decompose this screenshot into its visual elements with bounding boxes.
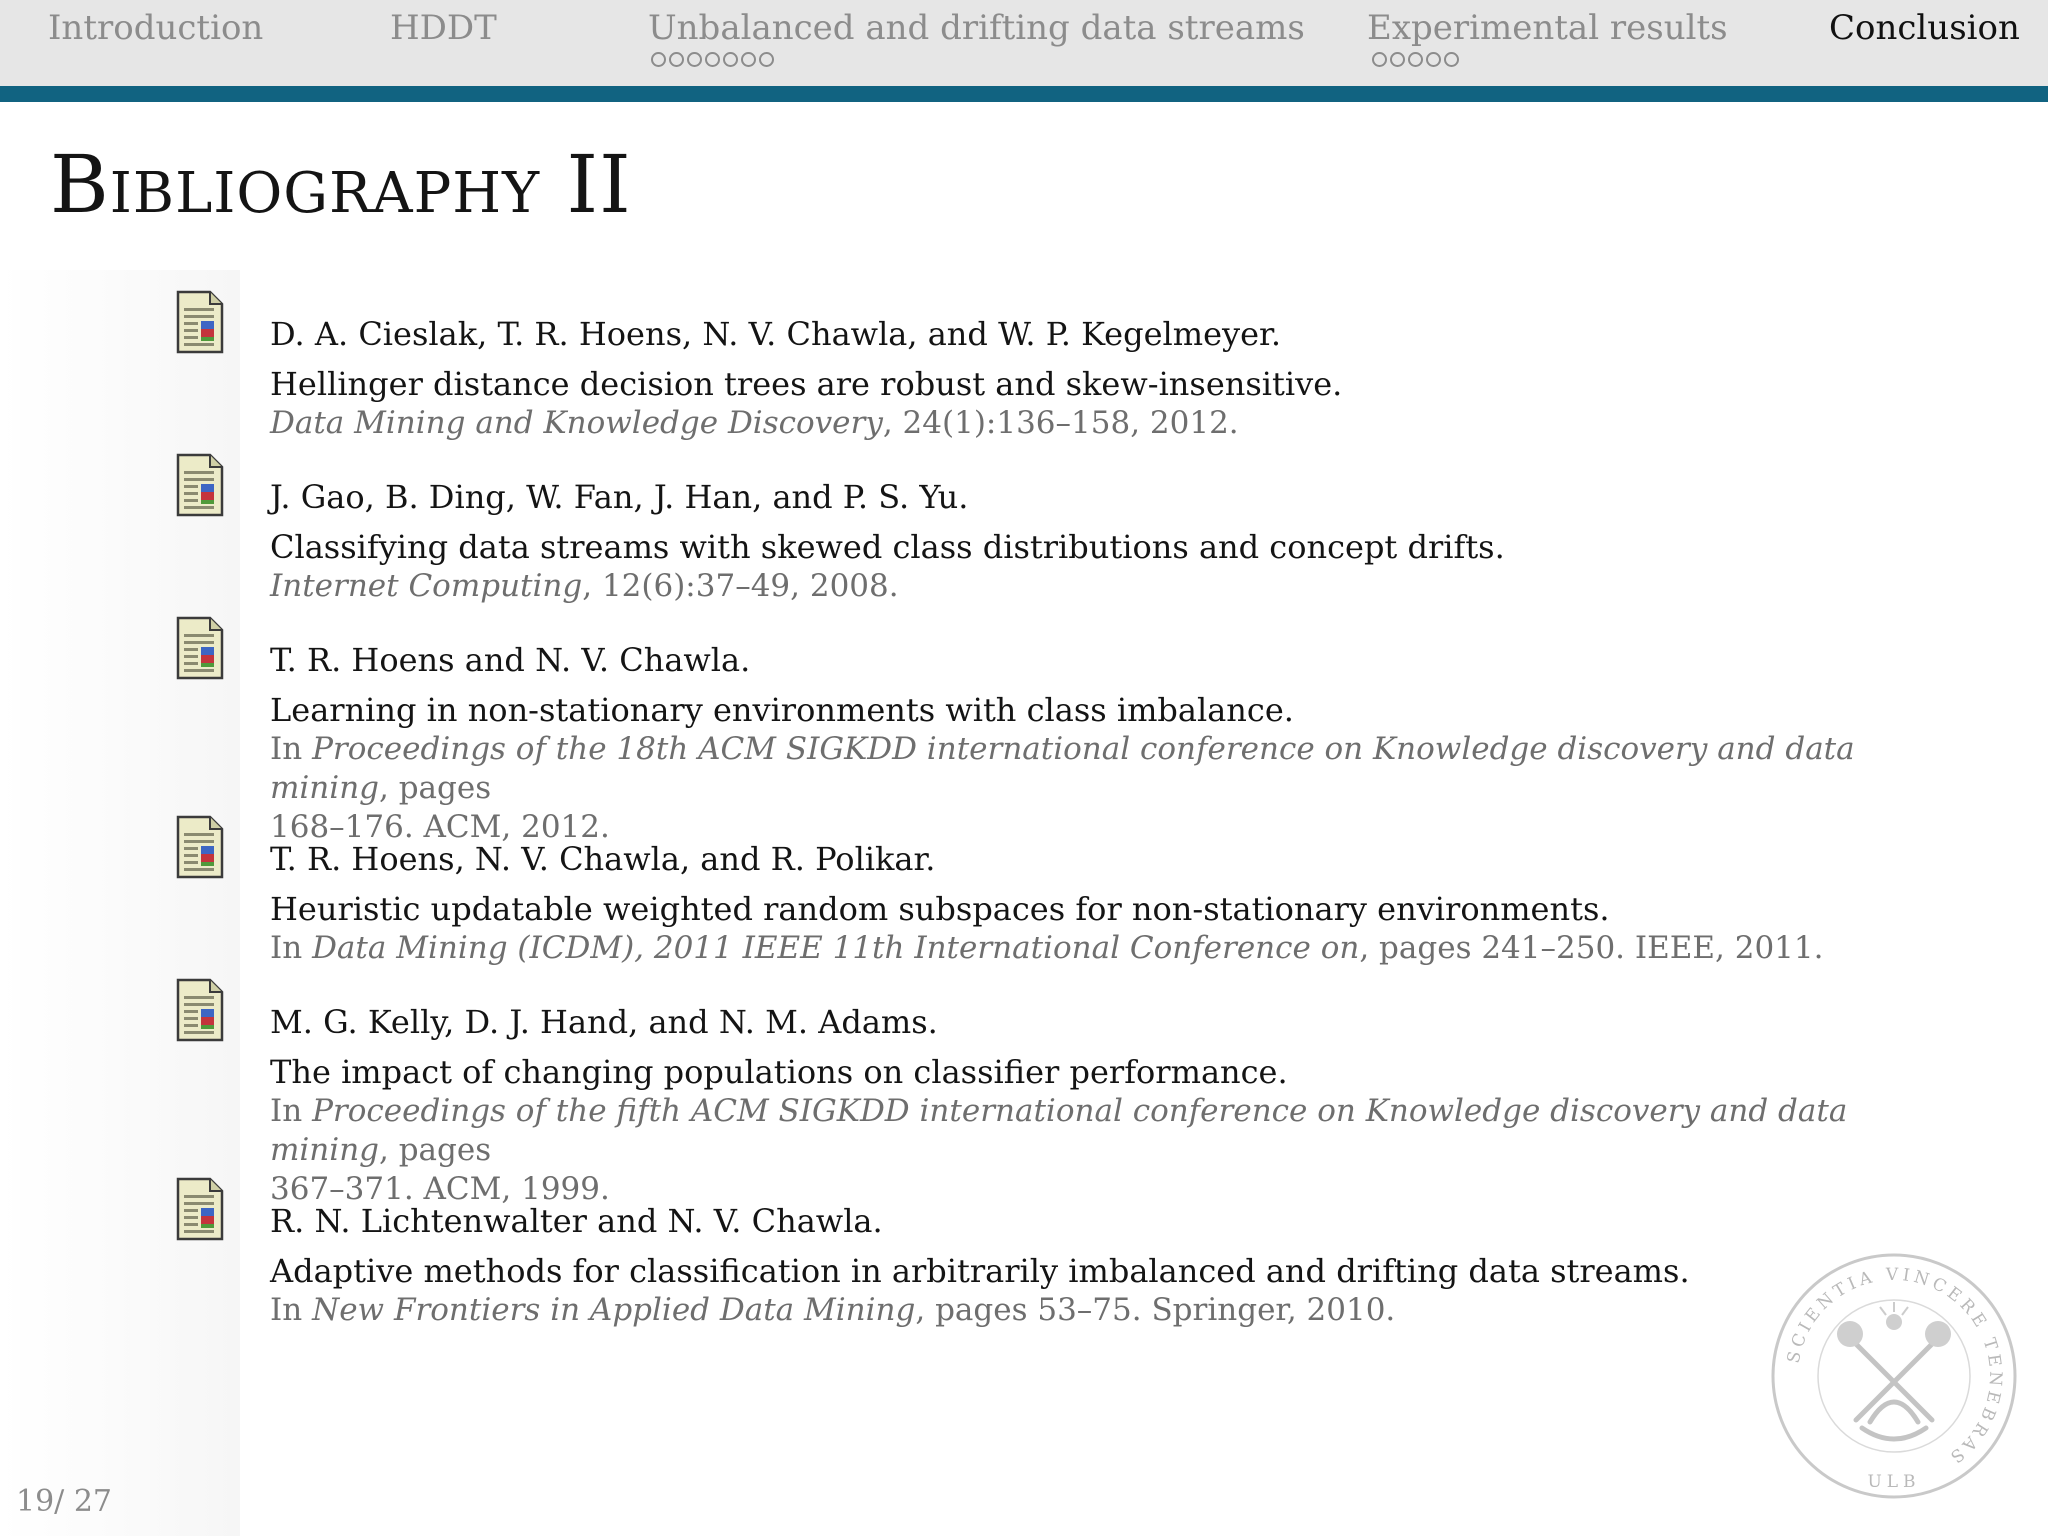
bib-venue: In Proceedings of the 18th ACM SIGKDD international conference on Knowledge discovery and data mining, pages <box>270 731 1855 806</box>
nav-section-hddt[interactable]: HDDT <box>390 8 497 48</box>
bib-venue-continuation: 168–176. ACM, 2012. <box>270 809 610 845</box>
nav-subsection-dots-unbalanced <box>651 52 774 72</box>
frame-title: Bibliography II <box>50 138 632 231</box>
nav-subsection-dot[interactable] <box>1408 52 1423 67</box>
nav-section-experimental-results[interactable]: Experimental results <box>1367 8 1728 48</box>
section-navigation-bar <box>0 0 2048 86</box>
nav-subsection-dot[interactable] <box>651 52 666 67</box>
article-icon <box>176 453 224 517</box>
bib-title: Heuristic updatable weighted random subspaces for non-stationary environments. <box>270 890 1610 928</box>
nav-subsection-dot[interactable] <box>705 52 720 67</box>
nav-subsection-dots-experimental <box>1372 52 1459 72</box>
svg-text:SCIENTIA VINCERE TENEBRAS: SCIENTIA VINCERE TENEBRAS <box>1783 1264 2006 1469</box>
bib-authors: D. A. Cieslak, T. R. Hoens, N. V. Chawla, and W. P. Kegelmeyer. <box>270 315 1281 353</box>
bib-venue-continuation: 367–371. ACM, 1999. <box>270 1171 610 1207</box>
nav-section-unbalanced-drifting[interactable]: Unbalanced and drifting data streams <box>648 8 1305 48</box>
nav-subsection-dot[interactable] <box>1426 52 1441 67</box>
article-icon <box>176 1177 224 1241</box>
article-icon <box>176 978 224 1042</box>
nav-section-conclusion[interactable]: Conclusion <box>1829 8 2020 48</box>
bib-venue: In New Frontiers in Applied Data Mining, pages 53–75. Springer, 2010. <box>270 1292 1396 1328</box>
svg-text:ULB: ULB <box>1867 1472 1921 1492</box>
bib-authors: R. N. Lichtenwalter and N. V. Chawla. <box>270 1202 883 1240</box>
nav-subsection-dot[interactable] <box>1372 52 1387 67</box>
nav-subsection-dot[interactable] <box>669 52 684 67</box>
nav-section-introduction[interactable]: Introduction <box>48 8 264 48</box>
article-icon <box>176 616 224 680</box>
ulb-seal-icon <box>1770 1252 2018 1500</box>
bib-venue: In Proceedings of the fifth ACM SIGKDD international conference on Knowledge discovery and data mining, pages <box>270 1093 1848 1168</box>
bib-authors: T. R. Hoens and N. V. Chawla. <box>270 641 751 679</box>
bib-title: Classifying data streams with skewed class distributions and concept drifts. <box>270 528 1505 566</box>
nav-subsection-dot[interactable] <box>741 52 756 67</box>
bib-title: Hellinger distance decision trees are robust and skew-insensitive. <box>270 365 1343 403</box>
article-icon <box>176 290 224 354</box>
bib-venue: Internet Computing, 12(6):37–49, 2008. <box>270 568 899 604</box>
bib-authors: T. R. Hoens, N. V. Chawla, and R. Polikar. <box>270 840 936 878</box>
nav-subsection-dot[interactable] <box>1390 52 1405 67</box>
bib-title: Learning in non-stationary environments with class imbalance. <box>270 691 1294 729</box>
nav-subsection-dot[interactable] <box>759 52 774 67</box>
nav-subsection-dot[interactable] <box>687 52 702 67</box>
bib-title: Adaptive methods for classification in arbitrarily imbalanced and drifting data streams. <box>270 1252 1690 1290</box>
bib-authors: J. Gao, B. Ding, W. Fan, J. Han, and P. S. Yu. <box>270 478 969 516</box>
bib-title: The impact of changing populations on classifier performance. <box>270 1053 1288 1091</box>
article-icon <box>176 815 224 879</box>
page-number: 19/ 27 <box>16 1484 112 1519</box>
nav-divider-rule <box>0 86 2048 102</box>
bib-authors: M. G. Kelly, D. J. Hand, and N. M. Adams. <box>270 1003 938 1041</box>
bib-venue: Data Mining and Knowledge Discovery, 24(1):136–158, 2012. <box>270 405 1239 441</box>
nav-subsection-dot[interactable] <box>1444 52 1459 67</box>
bib-venue: In Data Mining (ICDM), 2011 IEEE 11th International Conference on, pages 241–250. IEEE, 2011. <box>270 930 1824 966</box>
nav-subsection-dot[interactable] <box>723 52 738 67</box>
